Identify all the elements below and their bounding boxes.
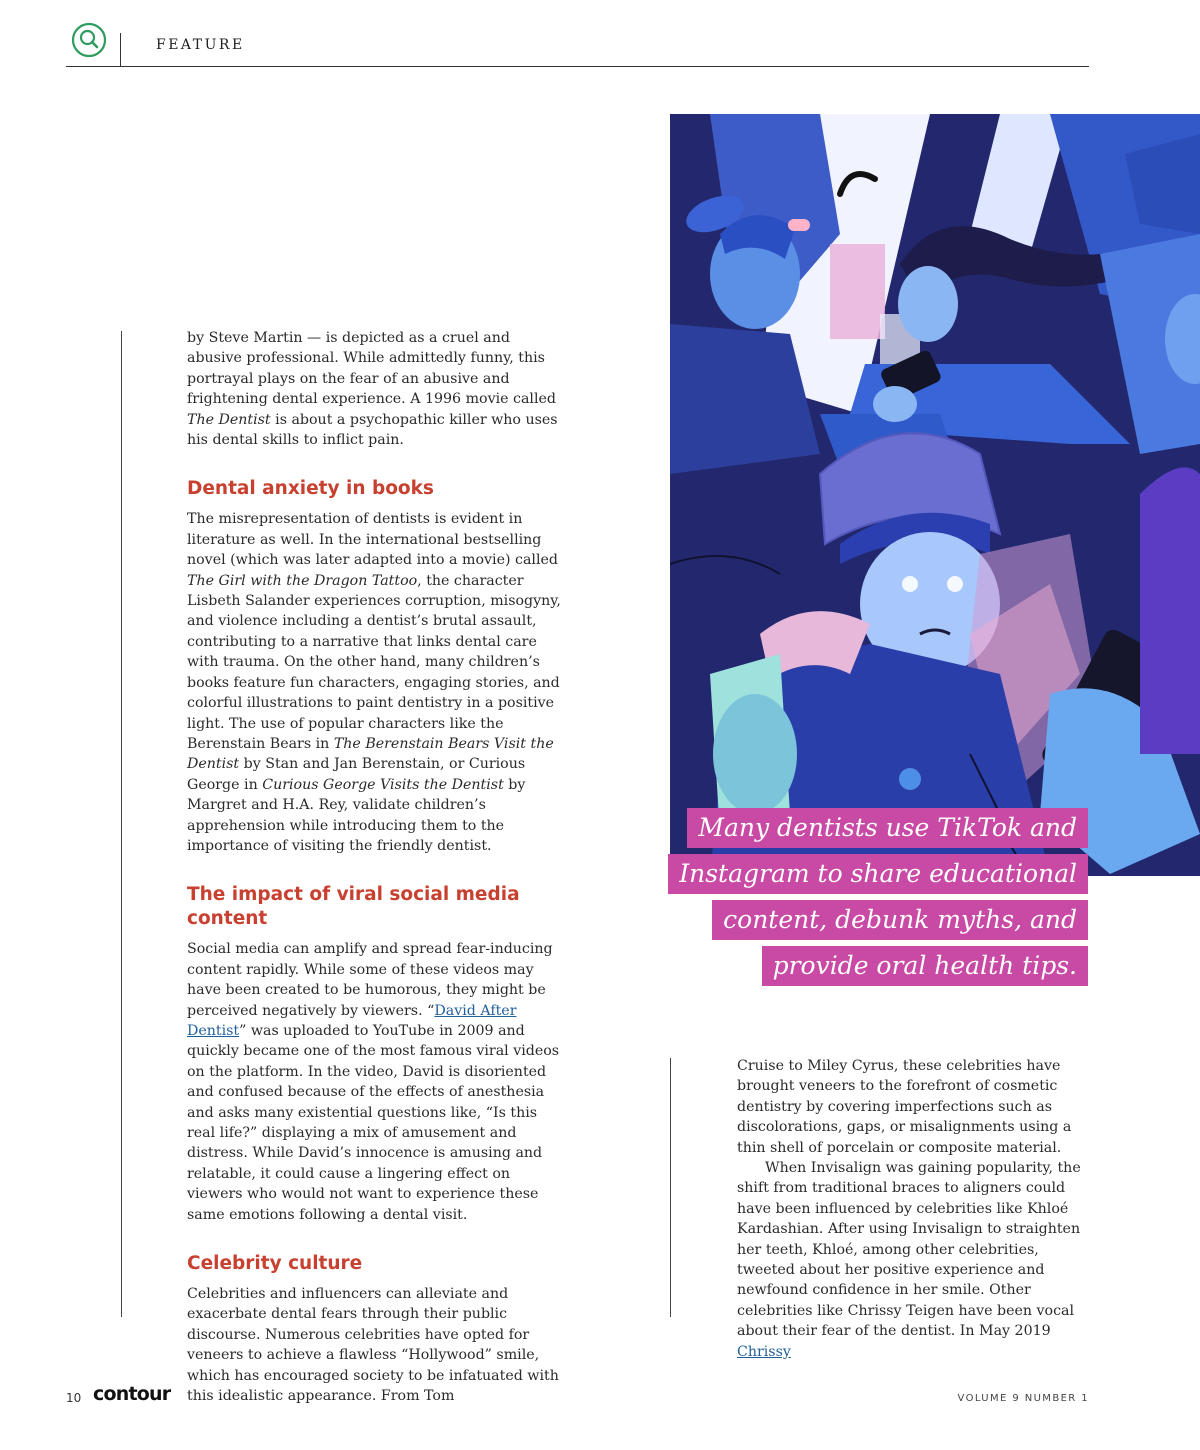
books-paragraph: The misrepresentation of dentists is evident in literature as well. In the international bestselling novel (which was later adapted into a movie) called The Girl with the Dragon Tattoo, the character Lisbeth Salander experiences corruption, misogyny, and violence including a dentist’s brutal assault, contributing to a narrative that links dental care with trauma. On the other hand, many children’s books feature fun characters, engaging stories, and colorful illustrations to paint dentistry in a positive light. The use of popular characters like the Berenstain Bears in The Berenstain Bears Visit the Dentist by Stan and Jan Berenstain, or Curious George in Curious George Visits the Dentist by Margret and H.A. Rey, validate children’s apprehension while introducing them to the importance of visiting the friendly dentist. — [187, 511, 561, 854]
pull-quote-line: provide oral health tips. — [762, 946, 1088, 986]
left-column — [187, 328, 561, 1406]
celebrity-paragraph: Celebrities and influencers can alleviate and exacerbate dental fears through their public discourse. Numerous celebrities have opted for veneers to achieve a flawless “Hollywood” smile, which has encouraged society to be infatuated with this idealistic appearance. From Tom — [187, 1286, 559, 1405]
section-label: FEATURE — [156, 37, 245, 53]
right-paragraph-2: When Invisalign was gaining popularity, the shift from traditional braces to aligners could have been influenced by celebrities like Khloé Kardashian. After using Invisalign to straighten her teeth, Khloé, among other celebrities, tweeted about her positive experience and newfound confidence in her smile. Other celebrities like Chrissy Teigen have been vocal about their fear of the dentist. In May 2019 Chrissy — [737, 1160, 1081, 1360]
right-column-rule — [670, 1058, 671, 1317]
heading-celebrity-culture: Celebrity culture — [187, 1253, 363, 1275]
illustration-people-on-phones — [670, 114, 1200, 876]
right-paragraph-1: Cruise to Miley Cyrus, these celebrities have brought veneers to the forefront of cosmetic dentistry by covering imperfections such as discolorations, gaps, or misalignments using a thin shell of porcelain or composite material. — [737, 1058, 1072, 1156]
right-column — [737, 1056, 1092, 1362]
pull-quote-line: Instagram to share educational — [668, 854, 1088, 894]
search-icon — [71, 22, 107, 58]
david-after-dentist-link[interactable]: David After Dentist — [187, 1002, 517, 1039]
heading-dental-anxiety-books: Dental anxiety in books — [187, 478, 434, 500]
left-column-rule — [121, 331, 122, 1317]
pull-quote-line: content, debunk myths, and — [712, 900, 1088, 940]
chrissy-link[interactable]: Chrissy — [737, 1343, 791, 1360]
intro-paragraph: by Steve Martin — is depicted as a cruel and abusive professional. While admittedly funny, this portrayal plays on the fear of an abusive and frightening dental experience. A 1996 movie called The Dentist is about a psychopathic killer who uses his dental skills to inflict pain. — [187, 330, 558, 449]
header-divider — [120, 33, 121, 67]
contour-logo: contour — [93, 1383, 171, 1405]
page-number: 10 — [66, 1391, 82, 1405]
pull-quote-line: Many dentists use TikTok and — [687, 808, 1088, 848]
header-rule — [66, 66, 1089, 67]
social-media-paragraph: Social media can amplify and spread fear-inducing content rapidly. While some of these videos may have been created to be humorous, they might be perceived negatively by viewers. “David After Dentist” was uploaded to YouTube in 2009 and quickly became one of the most famous viral videos on the platform. In the video, David is disoriented and confused because of the effects of anesthesia and asks many existential questions like, “Is this real life?” displaying a mix of amusement and distress. While David’s innocence is amusing and relatable, it could cause a lingering effect on viewers who would not want to experience these same emotions following a dental visit. — [187, 941, 560, 1223]
pull-quote — [628, 808, 1088, 992]
heading-viral-social-media: The impact of viral social media content — [187, 884, 520, 930]
volume-label: VOLUME 9 NUMBER 1 — [957, 1393, 1089, 1404]
